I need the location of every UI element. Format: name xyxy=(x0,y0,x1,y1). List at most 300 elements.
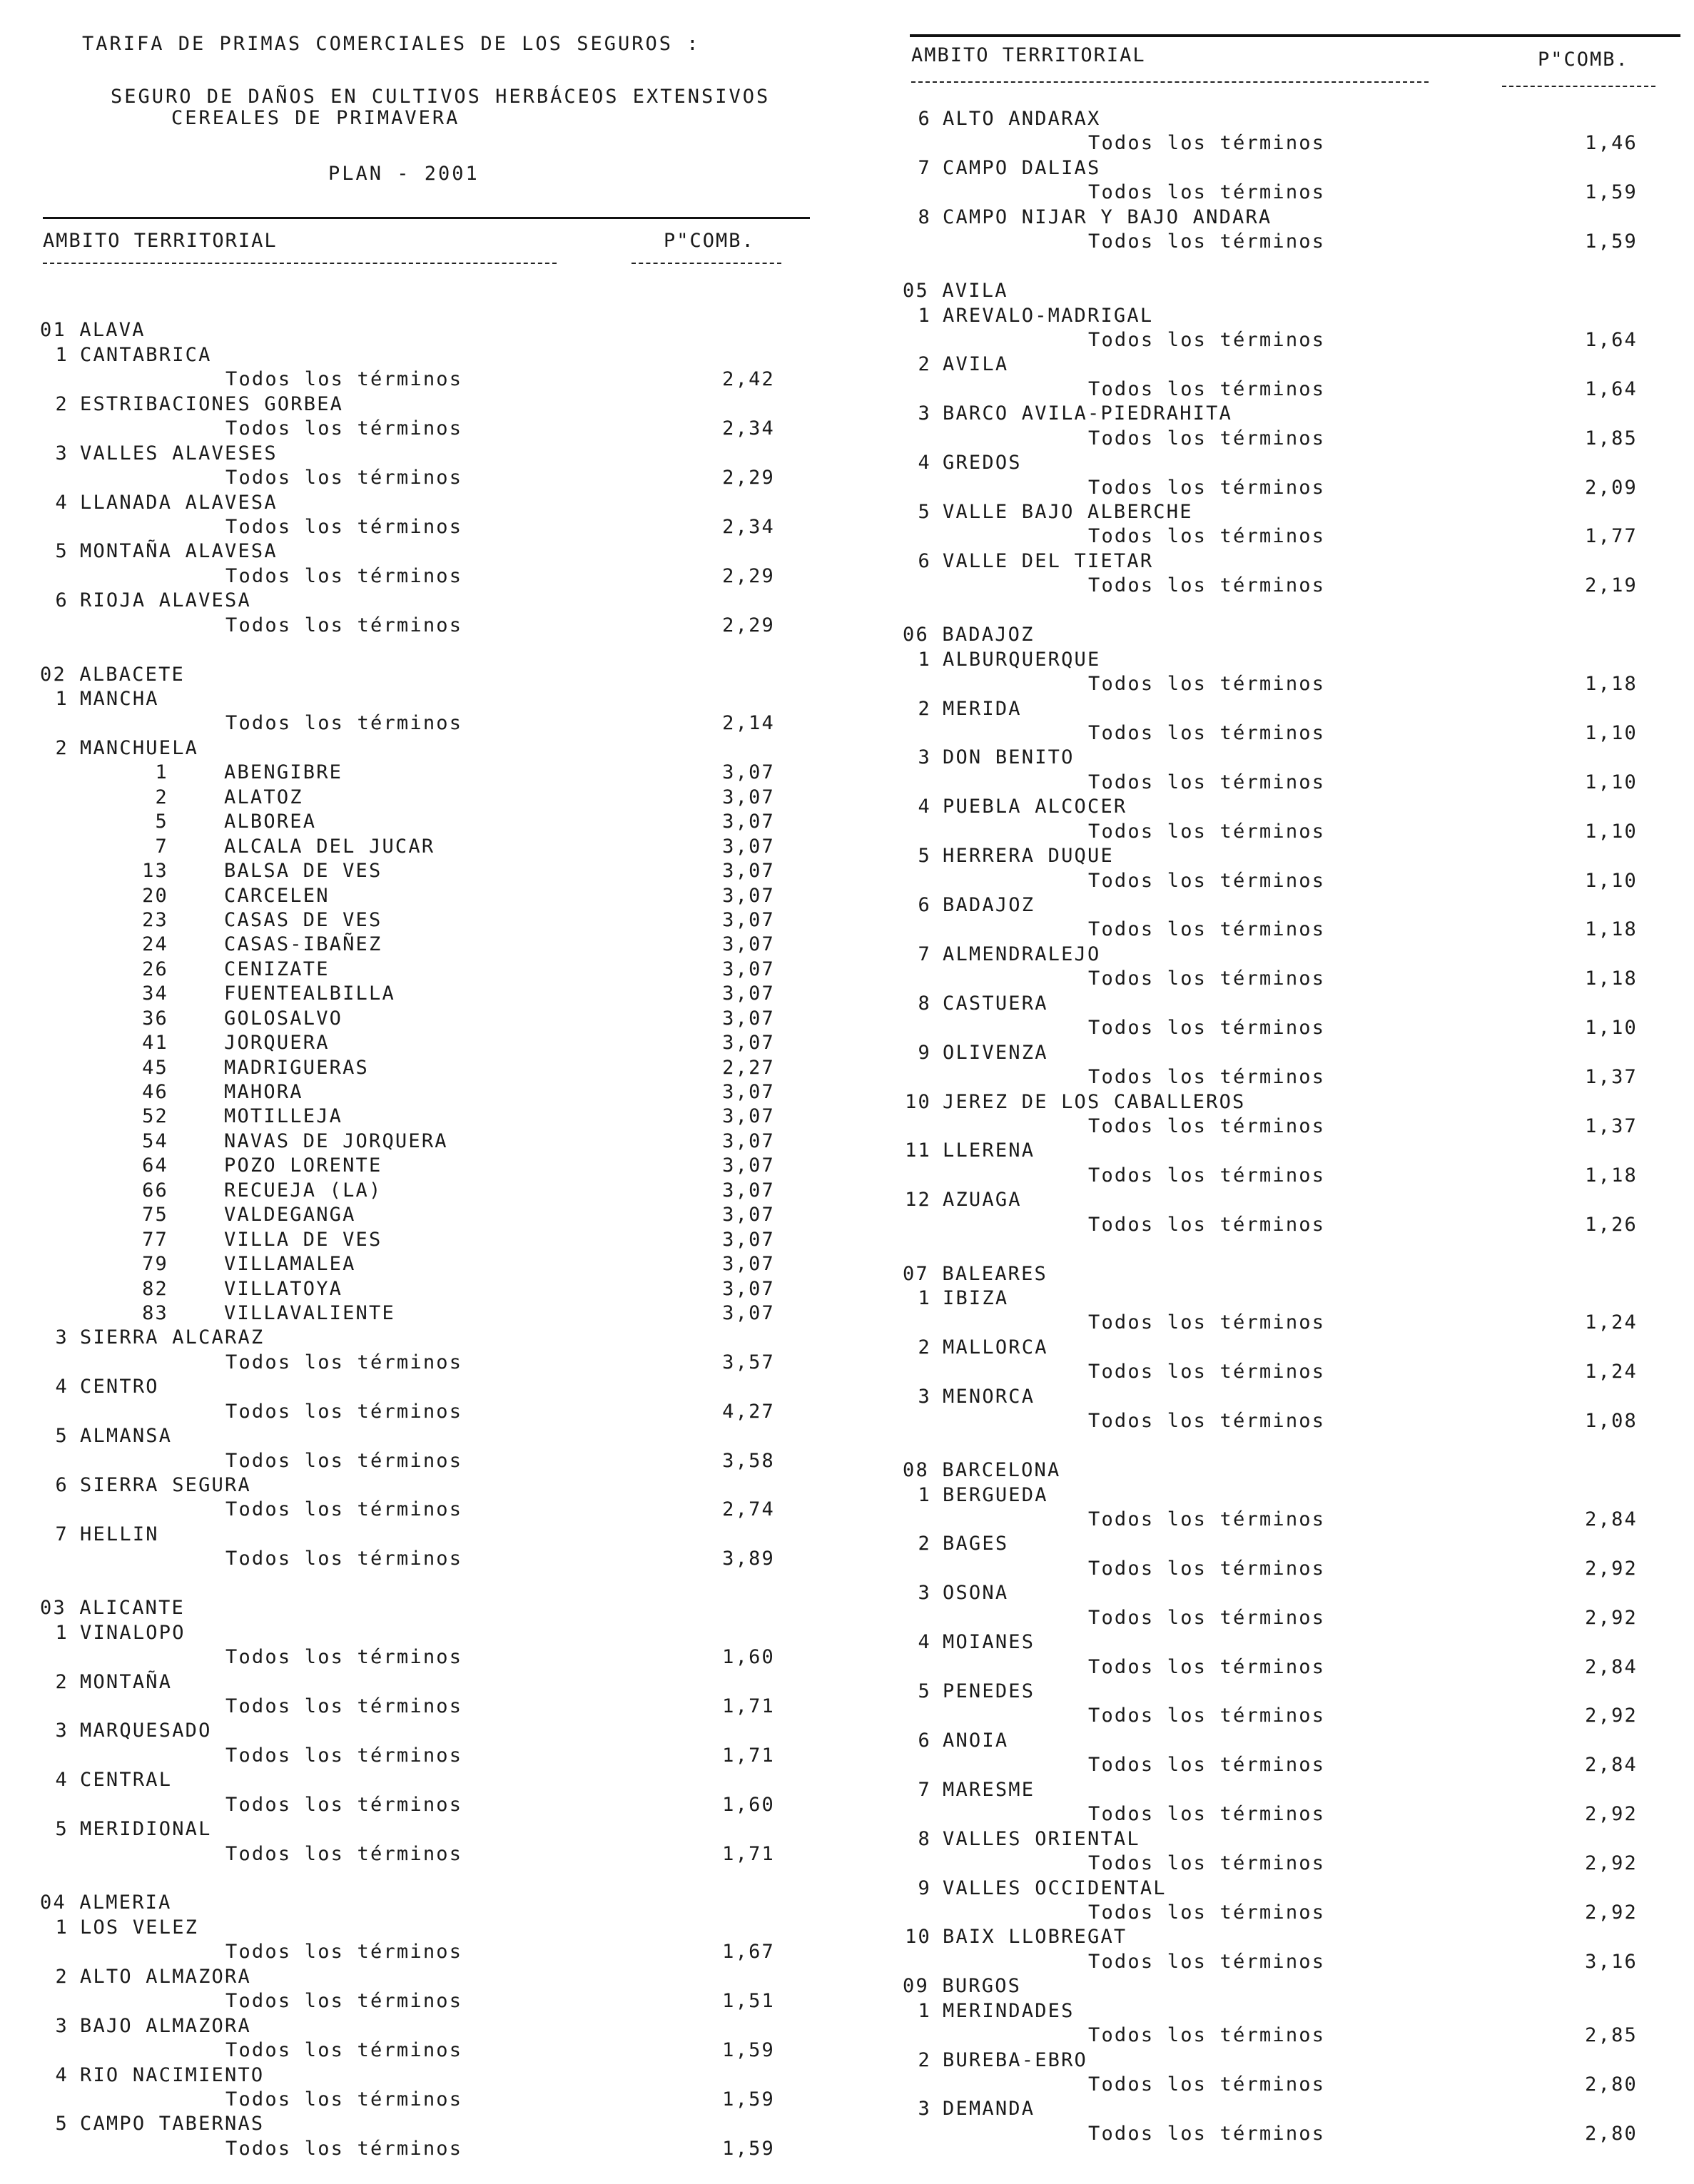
premium-value: 2,80 xyxy=(1585,2073,1638,2096)
zone-name: MENORCA xyxy=(943,1385,1035,1408)
zone-number: 5 xyxy=(55,1818,69,1841)
province-heading: 08 BARCELONA xyxy=(903,1459,1061,1482)
municipality-code: 41 xyxy=(142,1032,168,1055)
premium-value: 3,07 xyxy=(722,1179,775,1202)
premium-value: 2,92 xyxy=(1585,1803,1638,1826)
municipality-name: FUENTEALBILLA xyxy=(224,982,395,1005)
zone-number: 4 xyxy=(918,1631,931,1654)
premium-value: 4,27 xyxy=(722,1400,775,1423)
municipality-row xyxy=(40,908,861,933)
municipality-code: 46 xyxy=(142,1081,168,1103)
zone-name: AVILA xyxy=(943,353,1009,376)
zone-number: 5 xyxy=(918,845,931,868)
territory-underline-right xyxy=(911,81,1429,83)
zone-name: HERRERA DUQUE xyxy=(943,845,1114,868)
municipality-name: POZO LORENTE xyxy=(224,1154,382,1177)
municipality-name: GOLOSALVO xyxy=(224,1007,343,1030)
municipality-name: BALSA DE VES xyxy=(224,860,382,883)
all-terms-label: Todos los términos xyxy=(1088,1852,1326,1875)
zone-row xyxy=(40,1817,861,1842)
all-terms-label: Todos los términos xyxy=(1088,328,1326,351)
zone-name: ALMANSA xyxy=(80,1425,173,1448)
premium-value: 1,18 xyxy=(1585,967,1638,990)
premium-value: 1,85 xyxy=(1585,427,1638,450)
zone-name: BARCO AVILA-PIEDRAHITA xyxy=(943,402,1233,425)
municipality-code: 5 xyxy=(155,811,168,833)
municipality-row xyxy=(40,933,861,957)
all-terms-label: Todos los términos xyxy=(225,2137,463,2160)
municipality-name: CASAS-IBAÑEZ xyxy=(224,933,382,956)
all-terms-row xyxy=(40,1400,861,1424)
premium-value: 3,07 xyxy=(722,1105,775,1128)
all-terms-label: Todos los términos xyxy=(1088,1901,1326,1924)
zone-name: MARESME xyxy=(943,1778,1035,1801)
municipality-code: 64 xyxy=(142,1154,168,1177)
municipality-code: 77 xyxy=(142,1228,168,1251)
all-terms-label: Todos los términos xyxy=(1088,869,1326,892)
territory-column-header: AMBITO TERRITORIAL xyxy=(43,230,278,252)
all-terms-row xyxy=(903,1655,1694,1680)
all-terms-row xyxy=(903,2073,1694,2097)
all-terms-row xyxy=(40,417,861,441)
all-terms-label: Todos los términos xyxy=(225,1351,463,1373)
all-terms-label: Todos los términos xyxy=(225,564,463,587)
premium-value: 3,07 xyxy=(722,1277,775,1300)
zone-row xyxy=(40,1375,861,1399)
zone-row xyxy=(903,893,1694,918)
all-terms-label: Todos los términos xyxy=(1088,132,1326,155)
premium-value: 1,71 xyxy=(722,1695,775,1717)
zone-name: CENTRAL xyxy=(80,1769,173,1792)
premium-value: 2,29 xyxy=(722,614,775,636)
municipality-name: NAVAS DE JORQUERA xyxy=(224,1129,448,1152)
zone-number: 8 xyxy=(918,992,931,1015)
zone-number: 1 xyxy=(918,1483,931,1506)
premium-value: 2,92 xyxy=(1585,1557,1638,1580)
premium-value: 1,64 xyxy=(1585,377,1638,400)
premium-value: 3,07 xyxy=(722,1253,775,1276)
all-terms-label: Todos los términos xyxy=(225,2088,463,2111)
zone-name: LLANADA ALAVESA xyxy=(80,491,278,514)
zone-name: AZUAGA xyxy=(943,1189,1022,1212)
crop-name: CEREALES DE PRIMAVERA xyxy=(171,107,460,129)
municipality-name: VILLAMALEA xyxy=(224,1253,356,1276)
premium-value: 3,16 xyxy=(1585,1950,1638,1973)
zone-number: 6 xyxy=(918,894,931,916)
zone-name: JEREZ DE LOS CABALLEROS xyxy=(943,1090,1246,1113)
zone-name: ESTRIBACIONES GORBEA xyxy=(80,392,344,415)
all-terms-label: Todos los términos xyxy=(225,1400,463,1423)
all-terms-label: Todos los términos xyxy=(225,515,463,538)
zone-name: MARQUESADO xyxy=(80,1720,212,1742)
all-terms-row xyxy=(40,515,861,539)
zone-name: OSONA xyxy=(943,1582,1009,1605)
zone-row xyxy=(40,1768,861,1792)
zone-row xyxy=(40,1621,861,1645)
province-heading: 04 ALMERIA xyxy=(40,1891,172,1914)
premium-value: 2,74 xyxy=(722,1498,775,1521)
zone-number: 4 xyxy=(55,1376,69,1398)
premium-value: 2,19 xyxy=(1585,574,1638,597)
zone-number: 3 xyxy=(918,2098,931,2120)
premium-value: 1,60 xyxy=(722,1793,775,1816)
zone-row xyxy=(903,1581,1694,1605)
municipality-name: RECUEJA (LA) xyxy=(224,1179,382,1202)
premium-value: 3,07 xyxy=(722,761,775,784)
zone-number: 4 xyxy=(918,796,931,818)
municipality-row xyxy=(40,884,861,908)
all-terms-label: Todos los términos xyxy=(1088,1803,1326,1826)
all-terms-row xyxy=(903,328,1694,352)
zone-row xyxy=(40,442,861,466)
zone-number: 1 xyxy=(918,304,931,327)
all-terms-label: Todos los términos xyxy=(1088,230,1326,253)
municipality-code: 24 xyxy=(142,933,168,956)
all-terms-row xyxy=(903,869,1694,893)
premium-value: 3,07 xyxy=(722,860,775,883)
premium-value: 1,18 xyxy=(1585,673,1638,696)
all-terms-label: Todos los términos xyxy=(1088,820,1326,843)
premium-value: 2,92 xyxy=(1585,1705,1638,1727)
zone-row xyxy=(903,304,1694,328)
all-terms-row xyxy=(40,2137,861,2161)
zone-row xyxy=(903,2097,1694,2121)
zone-number: 1 xyxy=(55,1621,69,1644)
zone-row xyxy=(903,1483,1694,1508)
premium-value: 1,71 xyxy=(722,1744,775,1767)
zone-name: MALLORCA xyxy=(943,1336,1048,1358)
premium-value: 2,29 xyxy=(722,467,775,489)
zone-row xyxy=(903,1090,1694,1114)
municipality-row xyxy=(40,1104,861,1129)
all-terms-row xyxy=(40,1989,861,2013)
zone-number: 10 xyxy=(905,1090,931,1113)
all-terms-label: Todos los términos xyxy=(1088,1606,1326,1629)
zone-number: 4 xyxy=(918,452,931,474)
zone-name: LOS VELEZ xyxy=(80,1916,199,1939)
all-terms-row xyxy=(40,1940,861,1964)
zone-number: 5 xyxy=(55,540,69,563)
premium-value: 3,07 xyxy=(722,1301,775,1324)
municipality-row xyxy=(40,1228,861,1252)
premium-value: 1,37 xyxy=(1585,1066,1638,1089)
all-terms-row xyxy=(903,672,1694,696)
zone-row xyxy=(40,1965,861,1989)
row-spacer xyxy=(903,1237,1694,1261)
zone-number: 7 xyxy=(918,1778,931,1801)
all-terms-label: Todos los términos xyxy=(225,417,463,440)
municipality-name: CARCELEN xyxy=(224,884,330,907)
all-terms-row xyxy=(903,1114,1694,1139)
municipality-row xyxy=(40,1007,861,1031)
all-terms-row xyxy=(40,1744,861,1768)
all-terms-row xyxy=(903,1065,1694,1090)
document-title: TARIFA DE PRIMAS COMERCIALES DE LOS SEGUROS : xyxy=(82,33,701,55)
municipality-name: ALBOREA xyxy=(224,811,317,833)
zone-name: MERIDIONAL xyxy=(80,1818,212,1841)
premium-value: 2,84 xyxy=(1585,1655,1638,1678)
zone-name: BAJO ALMAZORA xyxy=(80,2014,251,2037)
all-terms-row xyxy=(40,1547,861,1571)
all-terms-label: Todos los términos xyxy=(1088,1508,1326,1530)
all-terms-row xyxy=(40,1842,861,1866)
premium-value: 1,59 xyxy=(722,2137,775,2160)
premium-value: 1,10 xyxy=(1585,820,1638,843)
municipality-name: VILLAVALIENTE xyxy=(224,1301,395,1324)
zone-row xyxy=(40,1473,861,1498)
all-terms-row xyxy=(903,377,1694,402)
zone-name: CASTUERA xyxy=(943,992,1048,1015)
zone-number: 3 xyxy=(55,2014,69,2037)
zone-name: HELLIN xyxy=(80,1523,159,1545)
zone-number: 2 xyxy=(918,2048,931,2071)
premium-value: 3,07 xyxy=(722,933,775,956)
premium-value: 2,34 xyxy=(722,515,775,538)
zone-row xyxy=(40,539,861,564)
zone-number: 3 xyxy=(55,1326,69,1349)
zone-name: MONTAÑA ALAVESA xyxy=(80,540,278,563)
zone-row xyxy=(903,1139,1694,1163)
premium-value: 2,92 xyxy=(1585,1901,1638,1924)
all-terms-row xyxy=(903,1360,1694,1384)
zone-number: 1 xyxy=(918,1287,931,1309)
zone-number: 7 xyxy=(55,1523,69,1545)
premium-value: 2,92 xyxy=(1585,1606,1638,1629)
all-terms-row xyxy=(903,1950,1694,1974)
premium-value: 1,24 xyxy=(1585,1311,1638,1334)
zone-row xyxy=(903,402,1694,426)
premium-column-header-right: P"COMB. xyxy=(1538,49,1629,71)
all-terms-label: Todos los términos xyxy=(1088,525,1326,548)
zone-name: ALMENDRALEJO xyxy=(943,943,1101,965)
premium-value: 1,51 xyxy=(722,1990,775,2013)
province-heading: 05 AVILA xyxy=(903,280,1008,303)
all-terms-row xyxy=(903,1311,1694,1335)
premium-value: 3,57 xyxy=(722,1351,775,1373)
row-spacer xyxy=(903,255,1694,279)
zone-name: RIOJA ALAVESA xyxy=(80,589,251,612)
municipality-row xyxy=(40,859,861,883)
municipality-name: JORQUERA xyxy=(224,1032,330,1055)
premium-underline xyxy=(632,263,781,264)
zone-name: DON BENITO xyxy=(943,746,1075,769)
all-terms-label: Todos los términos xyxy=(1088,771,1326,793)
zone-row xyxy=(903,1532,1694,1556)
all-terms-label: Todos los términos xyxy=(1088,1311,1326,1334)
municipality-name: ABENGIBRE xyxy=(224,761,343,784)
municipality-name: MOTILLEJA xyxy=(224,1105,343,1128)
zone-name: CAMPO DALIAS xyxy=(943,156,1101,179)
row-spacer xyxy=(40,1866,861,1891)
all-terms-row xyxy=(903,1852,1694,1876)
row-spacer xyxy=(40,1572,861,1596)
municipality-name: CENIZATE xyxy=(224,958,330,980)
zone-name: CAMPO TABERNAS xyxy=(80,2113,265,2135)
all-terms-row xyxy=(903,820,1694,844)
premium-value: 2,29 xyxy=(722,564,775,587)
zone-number: 1 xyxy=(55,1916,69,1939)
municipality-row xyxy=(40,1203,861,1227)
municipality-code: 52 xyxy=(142,1105,168,1128)
premium-value: 3,07 xyxy=(722,958,775,980)
zone-row xyxy=(903,2048,1694,2073)
all-terms-label: Todos los términos xyxy=(1088,1950,1326,1973)
zone-name: DEMANDA xyxy=(943,2098,1035,2120)
province-heading: 03 ALICANTE xyxy=(40,1597,186,1620)
all-terms-row xyxy=(40,711,861,736)
zone-number: 11 xyxy=(905,1139,931,1162)
zone-name: IBIZA xyxy=(943,1287,1009,1309)
all-terms-label: Todos los términos xyxy=(1088,673,1326,696)
zone-name: BADAJOZ xyxy=(943,894,1035,916)
all-terms-row xyxy=(903,967,1694,991)
zone-name: MANCHA xyxy=(80,688,159,710)
all-terms-label: Todos los términos xyxy=(1088,476,1326,499)
zone-name: AREVALO-MADRIGAL xyxy=(943,304,1154,327)
header-rule-right xyxy=(910,34,1680,37)
zone-row xyxy=(40,589,861,613)
zone-row xyxy=(40,736,861,761)
zone-name: ALTO ALMAZORA xyxy=(80,1965,251,1988)
all-terms-label: Todos los términos xyxy=(1088,1066,1326,1089)
all-terms-label: Todos los términos xyxy=(1088,918,1326,941)
all-terms-row xyxy=(903,1164,1694,1188)
zone-row xyxy=(903,1876,1694,1901)
zone-row xyxy=(903,1999,1694,2023)
municipality-name: VILLATOYA xyxy=(224,1277,343,1300)
province-heading: 07 BALEARES xyxy=(903,1262,1048,1285)
premium-value: 1,18 xyxy=(1585,1164,1638,1187)
zone-row xyxy=(40,343,861,367)
all-terms-row xyxy=(903,918,1694,942)
zone-name: CAMPO NIJAR Y BAJO ANDARA xyxy=(943,205,1272,228)
zone-name: BAIX LLOBREGAT xyxy=(943,1926,1127,1949)
all-terms-label: Todos los términos xyxy=(1088,721,1326,744)
zone-number: 2 xyxy=(55,736,69,759)
premium-value: 1,10 xyxy=(1585,721,1638,744)
premium-value: 2,34 xyxy=(722,417,775,440)
all-terms-row xyxy=(903,1409,1694,1433)
zone-number: 8 xyxy=(918,205,931,228)
all-terms-label: Todos los términos xyxy=(225,368,463,391)
zone-row xyxy=(903,1041,1694,1065)
premium-value: 2,14 xyxy=(722,712,775,735)
zone-row xyxy=(903,746,1694,770)
municipality-name: MADRIGUERAS xyxy=(224,1056,370,1079)
municipality-row xyxy=(40,786,861,810)
zone-row xyxy=(903,1336,1694,1360)
premium-value: 2,85 xyxy=(1585,2024,1638,2047)
premium-value: 3,58 xyxy=(722,1449,775,1472)
zone-number: 3 xyxy=(918,746,931,769)
premium-value: 1,67 xyxy=(722,1941,775,1964)
all-terms-row xyxy=(903,1901,1694,1925)
all-terms-label: Todos los términos xyxy=(225,1449,463,1472)
zone-number: 2 xyxy=(918,353,931,376)
all-terms-label: Todos los términos xyxy=(1088,181,1326,204)
municipality-row xyxy=(40,1031,861,1055)
all-terms-row xyxy=(40,564,861,589)
zone-number: 5 xyxy=(55,1425,69,1448)
zone-name: MONTAÑA xyxy=(80,1670,173,1693)
zone-name: MERIDA xyxy=(943,697,1022,720)
zone-row xyxy=(903,648,1694,672)
insurance-name: SEGURO DE DAÑOS EN CULTIVOS HERBÁCEOS EXTENSIVOS xyxy=(111,86,771,108)
premium-underline-right xyxy=(1502,86,1655,87)
municipality-name: ALATOZ xyxy=(224,786,303,808)
all-terms-row xyxy=(40,2038,861,2063)
zone-number: 4 xyxy=(55,1769,69,1792)
all-terms-row xyxy=(903,524,1694,549)
municipality-code: 83 xyxy=(142,1301,168,1324)
municipality-row xyxy=(40,1179,861,1203)
zone-number: 2 xyxy=(918,1336,931,1358)
zone-number: 5 xyxy=(918,501,931,523)
zone-name: GREDOS xyxy=(943,452,1022,474)
zone-name: BERGUEDA xyxy=(943,1483,1048,1506)
zone-row xyxy=(903,205,1694,230)
zone-name: VALLES ORIENTAL xyxy=(943,1827,1140,1850)
premium-value: 2,80 xyxy=(1585,2122,1638,2145)
premium-column-header: P"COMB. xyxy=(664,230,755,252)
all-terms-row xyxy=(903,771,1694,795)
zone-row xyxy=(903,1729,1694,1753)
zone-name: MOIANES xyxy=(943,1631,1035,1654)
zone-number: 1 xyxy=(55,343,69,366)
all-terms-row xyxy=(40,1695,861,1719)
municipality-code: 82 xyxy=(142,1277,168,1300)
zone-number: 12 xyxy=(905,1189,931,1212)
premium-value: 3,07 xyxy=(722,1081,775,1103)
municipality-row xyxy=(40,1277,861,1301)
premium-value: 3,07 xyxy=(722,1007,775,1030)
left-table-body xyxy=(40,294,861,2161)
all-terms-label: Todos los términos xyxy=(225,1695,463,1717)
premium-value: 1,59 xyxy=(1585,181,1638,204)
zone-row xyxy=(903,943,1694,967)
zone-row xyxy=(40,1719,861,1743)
zone-number: 6 xyxy=(55,589,69,612)
all-terms-row xyxy=(903,2023,1694,2048)
zone-number: 10 xyxy=(905,1926,931,1949)
all-terms-label: Todos los términos xyxy=(225,614,463,636)
premium-value: 2,84 xyxy=(1585,1754,1638,1777)
zone-name: SIERRA ALCARAZ xyxy=(80,1326,265,1349)
premium-value: 1,46 xyxy=(1585,132,1638,155)
municipality-name: MAHORA xyxy=(224,1081,303,1103)
municipality-row xyxy=(40,1154,861,1178)
all-terms-label: Todos los términos xyxy=(1088,1754,1326,1777)
zone-number: 5 xyxy=(918,1680,931,1702)
municipality-name: VILLA DE VES xyxy=(224,1228,382,1251)
zone-name: MERINDADES xyxy=(943,1999,1075,2022)
premium-value: 3,07 xyxy=(722,1228,775,1251)
all-terms-row xyxy=(903,574,1694,598)
all-terms-row xyxy=(903,1557,1694,1581)
all-terms-row xyxy=(903,1753,1694,1777)
all-terms-row xyxy=(903,1016,1694,1040)
premium-value: 2,42 xyxy=(722,368,775,391)
zone-number: 2 xyxy=(55,392,69,415)
all-terms-label: Todos los términos xyxy=(225,1793,463,1816)
premium-value: 3,07 xyxy=(722,786,775,808)
all-terms-label: Todos los términos xyxy=(1088,1164,1326,1187)
zone-number: 3 xyxy=(55,1720,69,1742)
premium-value: 1,60 xyxy=(722,1646,775,1669)
zone-number: 9 xyxy=(918,1876,931,1899)
zone-row xyxy=(903,451,1694,475)
municipality-name: VALDEGANGA xyxy=(224,1204,356,1226)
